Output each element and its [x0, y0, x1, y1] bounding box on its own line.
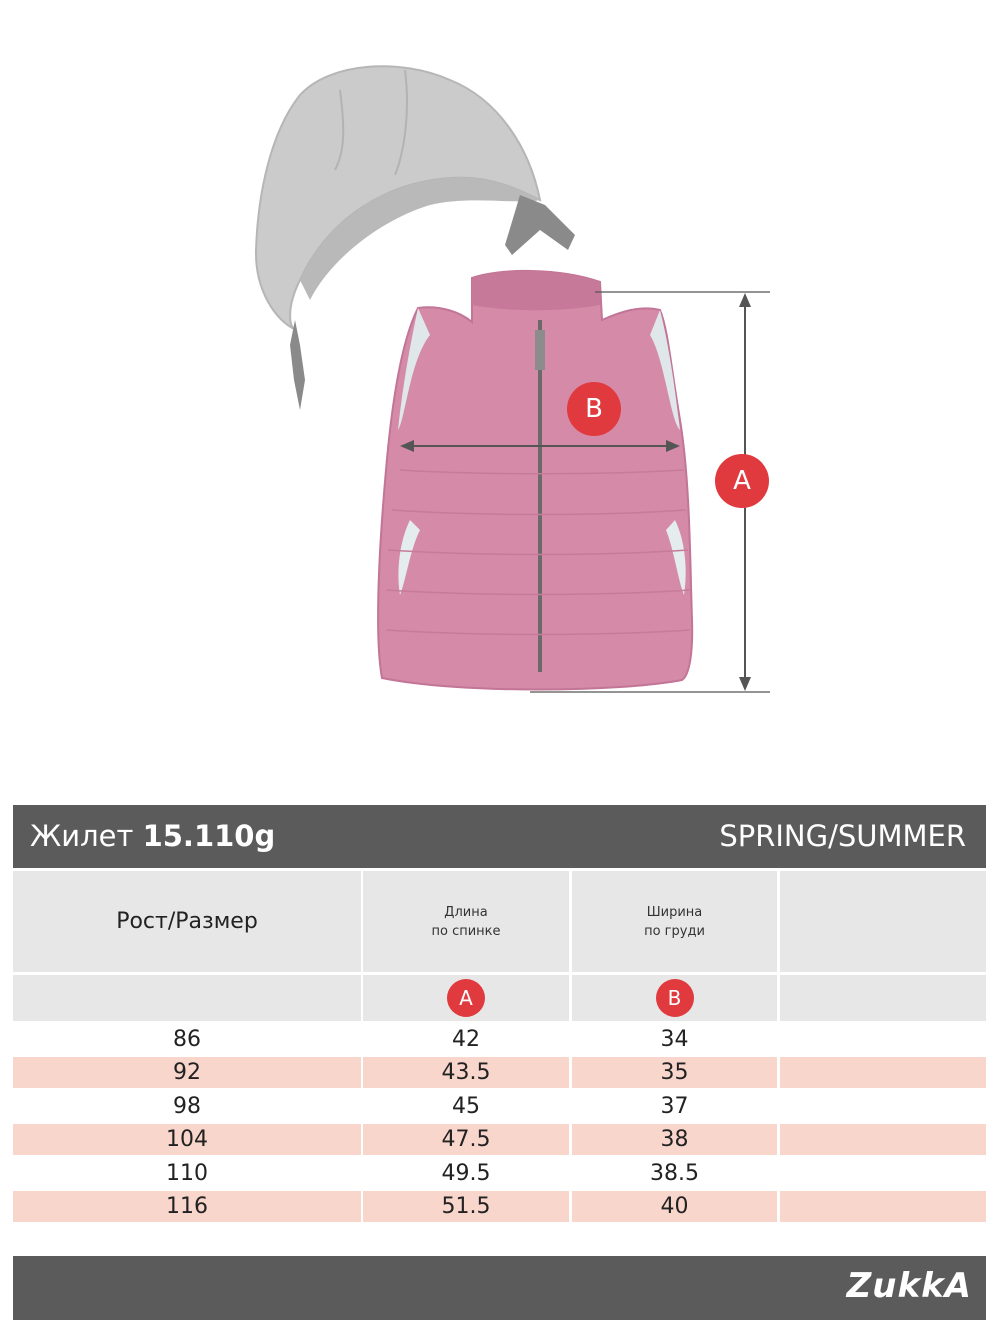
length-cell: 51.5 [363, 1191, 569, 1222]
product-title [30, 819, 275, 853]
size-cell: 110 [166, 1161, 208, 1186]
column-header-label: Ширина по груди [644, 904, 705, 939]
vest-image [378, 271, 692, 690]
width-cell: 38 [572, 1124, 777, 1155]
size-cell: 104 [13, 1124, 361, 1155]
size-cell: 92 [13, 1057, 361, 1088]
title-bar [13, 805, 986, 868]
extra-cell [780, 1091, 986, 1122]
extra-cell [780, 1158, 986, 1189]
length-cell: 47.5 [363, 1124, 569, 1155]
product-name: Жилет [30, 819, 134, 853]
length-cell: 45 [452, 1094, 480, 1119]
column-header-length [363, 871, 569, 972]
marker-a-badge: A [447, 979, 485, 1017]
marker-cell [13, 975, 361, 1021]
column-header-size [13, 871, 361, 972]
measure-marker-a: A [715, 454, 769, 508]
marker-cell [363, 975, 569, 1021]
extra-cell [780, 1057, 986, 1088]
length-cell: 49.5 [441, 1161, 491, 1186]
width-cell: 37 [660, 1094, 689, 1119]
size-cell: 98 [173, 1094, 201, 1119]
size-cell: 116 [13, 1191, 361, 1222]
width-cell: 40 [572, 1191, 777, 1222]
marker-cell [572, 975, 777, 1021]
column-header-label: Рост/Размер [116, 909, 258, 934]
footer-bar [13, 1256, 986, 1320]
marker-cell [780, 975, 986, 1021]
width-cell: 34 [660, 1027, 689, 1052]
column-header-label: Длина по спинке [431, 904, 501, 939]
size-cell: 86 [173, 1027, 201, 1052]
measure-marker-b: B [567, 382, 621, 436]
extra-cell [780, 1191, 986, 1222]
width-cell: 35 [572, 1057, 777, 1088]
width-cell: 38.5 [650, 1161, 699, 1186]
extra-cell [780, 1024, 986, 1055]
length-cell: 42 [452, 1027, 480, 1052]
column-header-empty [780, 871, 986, 972]
column-header-width [572, 871, 777, 972]
marker-b-badge: B [656, 979, 694, 1017]
brand-logo: ZukkA [846, 1266, 972, 1306]
length-cell: 43.5 [363, 1057, 569, 1088]
extra-cell [780, 1124, 986, 1155]
product-code: 15.110g [142, 819, 276, 853]
season-label: SPRING/SUMMER [719, 819, 966, 853]
